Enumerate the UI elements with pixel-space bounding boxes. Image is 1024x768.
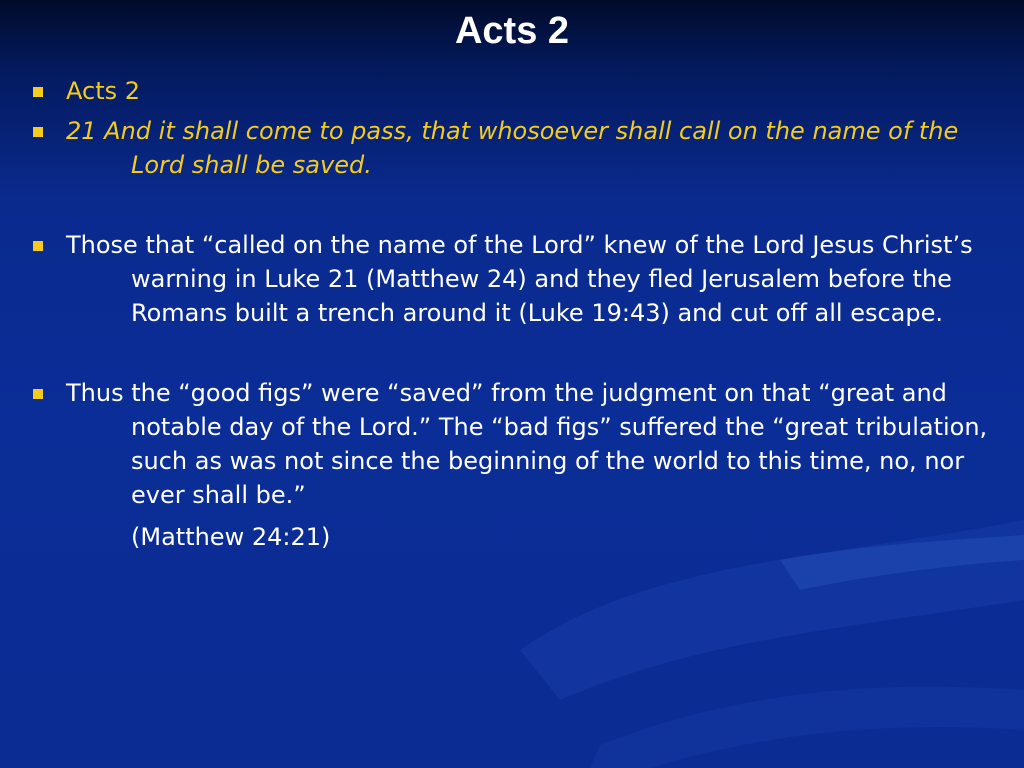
bullet-text: Thus the “good figs” were “saved” from the judgment on that “great and notable day of the Lord.” The “bad figs” suffered the “great tribulation, such as was not since the beginning of the world to this time, no, nor ever shall be.” bbox=[66, 379, 988, 509]
bullet-square-icon bbox=[33, 87, 43, 97]
bullet-text: Those that “called on the name of the Lord” knew of the Lord Jesus Christ’s warning in Luke 21 (Matthew 24) and they fled Jerusalem before the Romans built a trench around it (Luke 19:43) and cut off all escape. bbox=[66, 231, 973, 327]
bullet-text: Acts 2 bbox=[66, 77, 141, 105]
bullet-item bbox=[22, 376, 1012, 512]
citation-line: (Matthew 24:21) bbox=[131, 523, 331, 551]
bullet-square-icon bbox=[33, 389, 43, 399]
bullet-text: 21 And it shall come to pass, that whosoever shall call on the name of the Lord shall be saved. bbox=[66, 117, 959, 179]
slide-title: Acts 2 bbox=[454, 10, 570, 52]
bullet-square-icon bbox=[33, 241, 43, 251]
bullet-item bbox=[22, 228, 1012, 330]
bullet-item bbox=[22, 74, 1012, 108]
slide-body bbox=[22, 74, 1012, 554]
bullet-item bbox=[22, 114, 1012, 182]
bullet-square-icon bbox=[33, 127, 43, 137]
